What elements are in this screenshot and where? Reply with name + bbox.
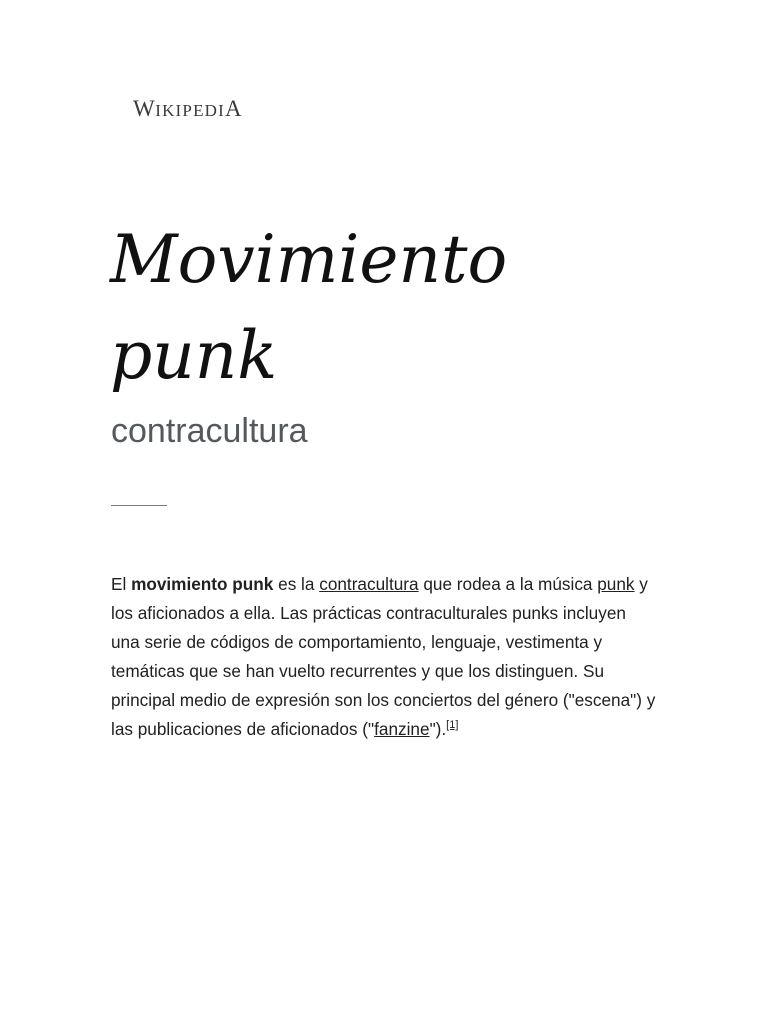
paragraph-text-4: y los aficionados a ella. Las prácticas contraculturales punks incluyen una serie de códigos de comportamiento, lenguaje, vestimenta y temáticas que se han vuelto recurrentes y que los distinguen. Su principal medio de expresión son los conciertos del género ("escena") y las publicaciones de aficionados (" [111, 574, 656, 739]
paragraph-bold-term: movimiento punk [131, 574, 274, 594]
link-contracultura[interactable]: contracultura [319, 574, 419, 594]
link-fanzine[interactable]: fanzine [374, 719, 430, 739]
page-title-line-2: punk [110, 317, 278, 394]
paragraph-text-1: El [111, 574, 132, 594]
page-title [110, 212, 670, 404]
divider [111, 505, 167, 506]
page-title-line-1: Movimiento [110, 221, 508, 298]
logo-letter-a: A [225, 96, 243, 121]
logo-letters-middle: IKIPEDI [155, 101, 225, 120]
logo-letter-w: W [133, 96, 156, 121]
paragraph-text-5: "). [429, 719, 447, 739]
link-punk[interactable]: punk [597, 574, 635, 594]
wikipedia-logo[interactable] [133, 96, 242, 124]
article-paragraph [111, 570, 656, 744]
paragraph-text-3: que rodea a la música [418, 574, 598, 594]
reference-link-1[interactable]: [1] [446, 719, 459, 731]
page-subtitle: contracultura [111, 412, 308, 450]
paragraph-text-2: es la [273, 574, 320, 594]
